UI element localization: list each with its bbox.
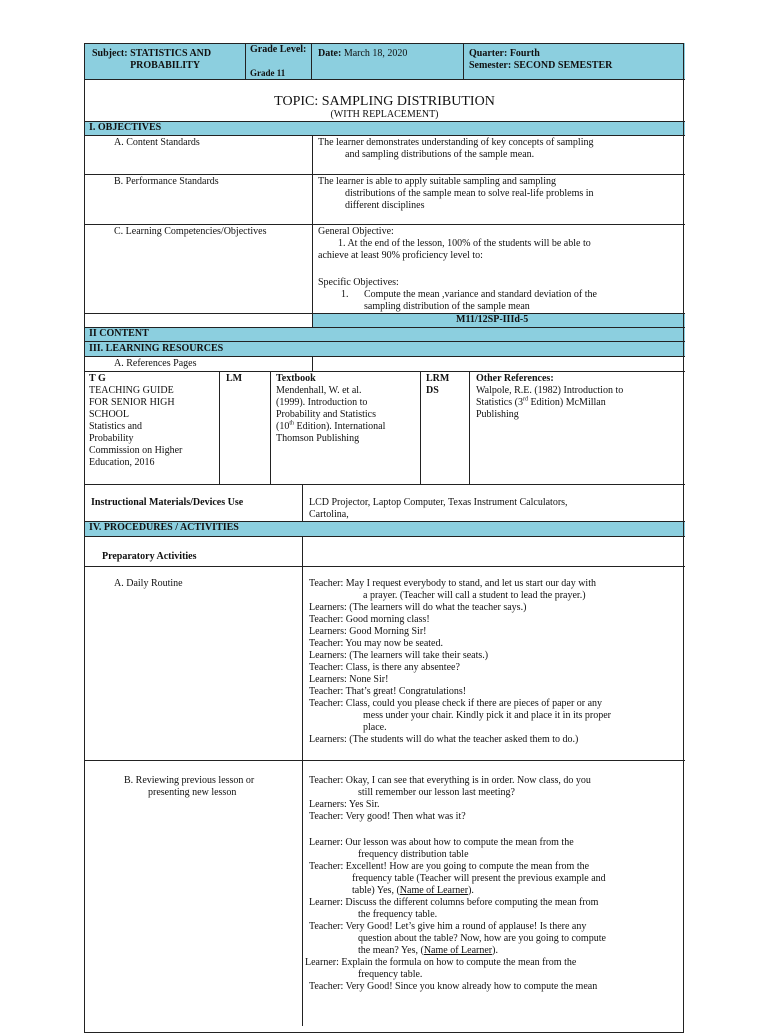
textbook-line: Probability and Statistics xyxy=(276,409,376,420)
semester-field: Semester: SECOND SEMESTER xyxy=(469,60,613,71)
dialogue-line: Teacher: Okay, I can see that everything is in order. Now class, do you xyxy=(309,775,591,786)
dialogue-line: Teacher: May I request everybody to stand, and let us start our day with xyxy=(309,578,596,589)
specific-objective-line1: Compute the mean ,variance and standard deviation of the xyxy=(364,289,597,300)
lrmds-label: DS xyxy=(426,385,439,396)
quarter-field: Quarter: Fourth xyxy=(469,48,540,59)
competencies-label: C. Learning Competencies/Objectives xyxy=(114,226,267,237)
dialogue-line: table) Yes, (Name of Learner). xyxy=(352,885,474,896)
grade-label: Grade Level: xyxy=(250,44,307,55)
objectives-heading: I. OBJECTIVES xyxy=(89,122,162,133)
materials-line1: LCD Projector, Laptop Computer, Texas Instrument Calculators, xyxy=(309,497,568,508)
procedures-heading: IV. PROCEDURES / ACTIVITIES xyxy=(89,522,239,533)
dialogue-line: Learner: Explain the formula on how to compute the mean from the xyxy=(305,957,577,968)
general-objective-line2: achieve at least 90% proficiency level to: xyxy=(318,250,483,261)
semester-value: SECOND SEMESTER xyxy=(513,60,613,71)
subject-value: STATISTICS AND PROBABILITY xyxy=(130,48,212,71)
textbook-line: Mendenhall, W. et al. xyxy=(276,385,362,396)
general-objective-label: General Objective: xyxy=(318,226,394,237)
dialogue-line: Teacher: Very Good! Since you know already how to compute the mean xyxy=(309,981,598,992)
dialogue-line: the frequency table. xyxy=(358,909,438,920)
dialogue-line: Teacher: Class, is there any absentee? xyxy=(309,662,460,673)
topic-subtitle: (WITH REPLACEMENT) xyxy=(330,109,439,120)
dialogue-line: frequency table (Teacher will present the previous example and xyxy=(352,873,606,884)
content-heading: II CONTENT xyxy=(89,328,149,339)
dialogue-line: Learners: (The learners will take their seats.) xyxy=(309,650,489,661)
dialogue-line: Learners: (The students will do what the teacher asked them to do.) xyxy=(309,734,579,745)
performance-line1: The learner is able to apply suitable sampling and sampling xyxy=(318,176,556,187)
dialogue-line: Teacher: You may now be seated. xyxy=(309,638,443,649)
dialogue-line: Teacher: Class, could you please check if there are pieces of paper or any xyxy=(309,698,603,709)
tg-line: SCHOOL xyxy=(89,409,130,420)
dialogue-line: Teacher: Good morning class! xyxy=(309,614,430,625)
specific-objective-number: 1. xyxy=(341,289,349,300)
tg-line: Statistics and xyxy=(89,421,143,432)
review-label-line1: B. Reviewing previous lesson or xyxy=(124,775,255,786)
other-references-label: Other References: xyxy=(476,373,554,384)
preparatory-label: Preparatory Activities xyxy=(102,551,197,562)
performance-line2: distributions of the sample mean to solve real-life problems in xyxy=(345,188,594,199)
textbook-label: Textbook xyxy=(276,373,316,384)
materials-label: Instructional Materials/Devices Use xyxy=(91,497,244,508)
dialogue-line: Teacher: Very good! Then what was it? xyxy=(309,811,466,822)
specific-objectives-label: Specific Objectives: xyxy=(318,277,399,288)
dialogue-line: the mean? Yes, (Name of Learner). xyxy=(358,945,498,956)
textbook-line: Thomson Publishing xyxy=(276,433,360,444)
date-value: March 18, 2020 xyxy=(343,48,408,59)
lrmds-label: LRM xyxy=(426,373,450,384)
other-ref-line: Statistics (3rd Edition) McMillan xyxy=(476,396,606,408)
dialogue-line: Teacher: Excellent! How are you going to compute the mean from the xyxy=(309,861,590,872)
dialogue-line: question about the table? Now, how are you going to compute xyxy=(358,933,606,944)
learner-name-placeholder: Name of Learner xyxy=(423,945,493,956)
review-label-line2: presenting new lesson xyxy=(148,787,237,798)
references-label: A. References Pages xyxy=(114,358,197,369)
tg-line: Probability xyxy=(89,433,134,444)
dialogue-line: Learners: (The learners will do what the teacher says.) xyxy=(309,602,527,613)
dialogue-line: mess under your chair. Kindly pick it and place it in its proper xyxy=(363,710,611,721)
subject-label: Subject: STATISTICS AND PROBABILITY xyxy=(92,48,280,72)
dialogue-line: place. xyxy=(363,722,387,733)
other-ref-line: Walpole, R.E. (1982) Introduction to xyxy=(476,385,624,396)
dialogue-line: Learners: None Sir! xyxy=(309,674,389,685)
textbook-line: (10th Edition). International xyxy=(276,420,386,432)
tg-label: T G xyxy=(89,373,106,384)
dialogue-line: Learners: Yes Sir. xyxy=(309,799,380,810)
tg-line: Commission on Higher xyxy=(89,445,183,456)
dialogue-line: a prayer. (Teacher will call a student to lead the prayer.) xyxy=(363,590,586,601)
specific-objective-line2: sampling distribution of the sample mean xyxy=(364,301,530,312)
tg-line: FOR SENIOR HIGH xyxy=(89,397,175,408)
performance-line3: different disciplines xyxy=(345,200,425,211)
topic-title: TOPIC: SAMPLING DISTRIBUTION xyxy=(274,94,495,109)
dialogue-line: frequency table. xyxy=(358,969,423,980)
dialogue-line: still remember our lesson last meeting? xyxy=(358,787,515,798)
general-objective-line1: 1. At the end of the lesson, 100% of the students will be able to xyxy=(338,238,591,249)
dialogue-line: Teacher: That’s great! Congratulations! xyxy=(309,686,467,697)
tg-line: Education, 2016 xyxy=(89,457,155,468)
grade-value: Grade 11 xyxy=(250,68,286,78)
content-standards-label: A. Content Standards xyxy=(114,137,200,148)
textbook-line: (1999). Introduction to xyxy=(276,397,368,408)
quarter-value: Fourth xyxy=(509,48,540,59)
daily-routine-label: A. Daily Routine xyxy=(114,578,183,589)
competency-code: M11/12SP-IIId-5 xyxy=(456,314,529,325)
content-standards-line1: The learner demonstrates understanding of key concepts of sampling xyxy=(318,137,594,148)
lm-label: LM xyxy=(226,373,243,384)
dialogue-line: Learners: Good Morning Sir! xyxy=(309,626,427,637)
dialogue-line: Learner: Our lesson was about how to compute the mean from the xyxy=(309,837,574,848)
other-ref-line: Publishing xyxy=(476,409,519,420)
materials-line2: Cartolina, xyxy=(309,509,349,520)
content-standards-line2: and sampling distributions of the sample mean. xyxy=(345,149,535,160)
date-field: Date: March 18, 2020 xyxy=(318,48,408,59)
learner-name-placeholder: Name of Learner xyxy=(399,885,469,896)
performance-standards-label: B. Performance Standards xyxy=(114,176,219,187)
dialogue-line: frequency distribution table xyxy=(358,849,469,860)
resources-heading: III. LEARNING RESOURCES xyxy=(89,343,224,354)
tg-line: TEACHING GUIDE xyxy=(89,385,174,396)
dialogue-line: Learner: Discuss the different columns before computing the mean from xyxy=(309,897,599,908)
dialogue-line: Teacher: Very Good! Let’s give him a round of applause! Is there any xyxy=(309,921,587,932)
